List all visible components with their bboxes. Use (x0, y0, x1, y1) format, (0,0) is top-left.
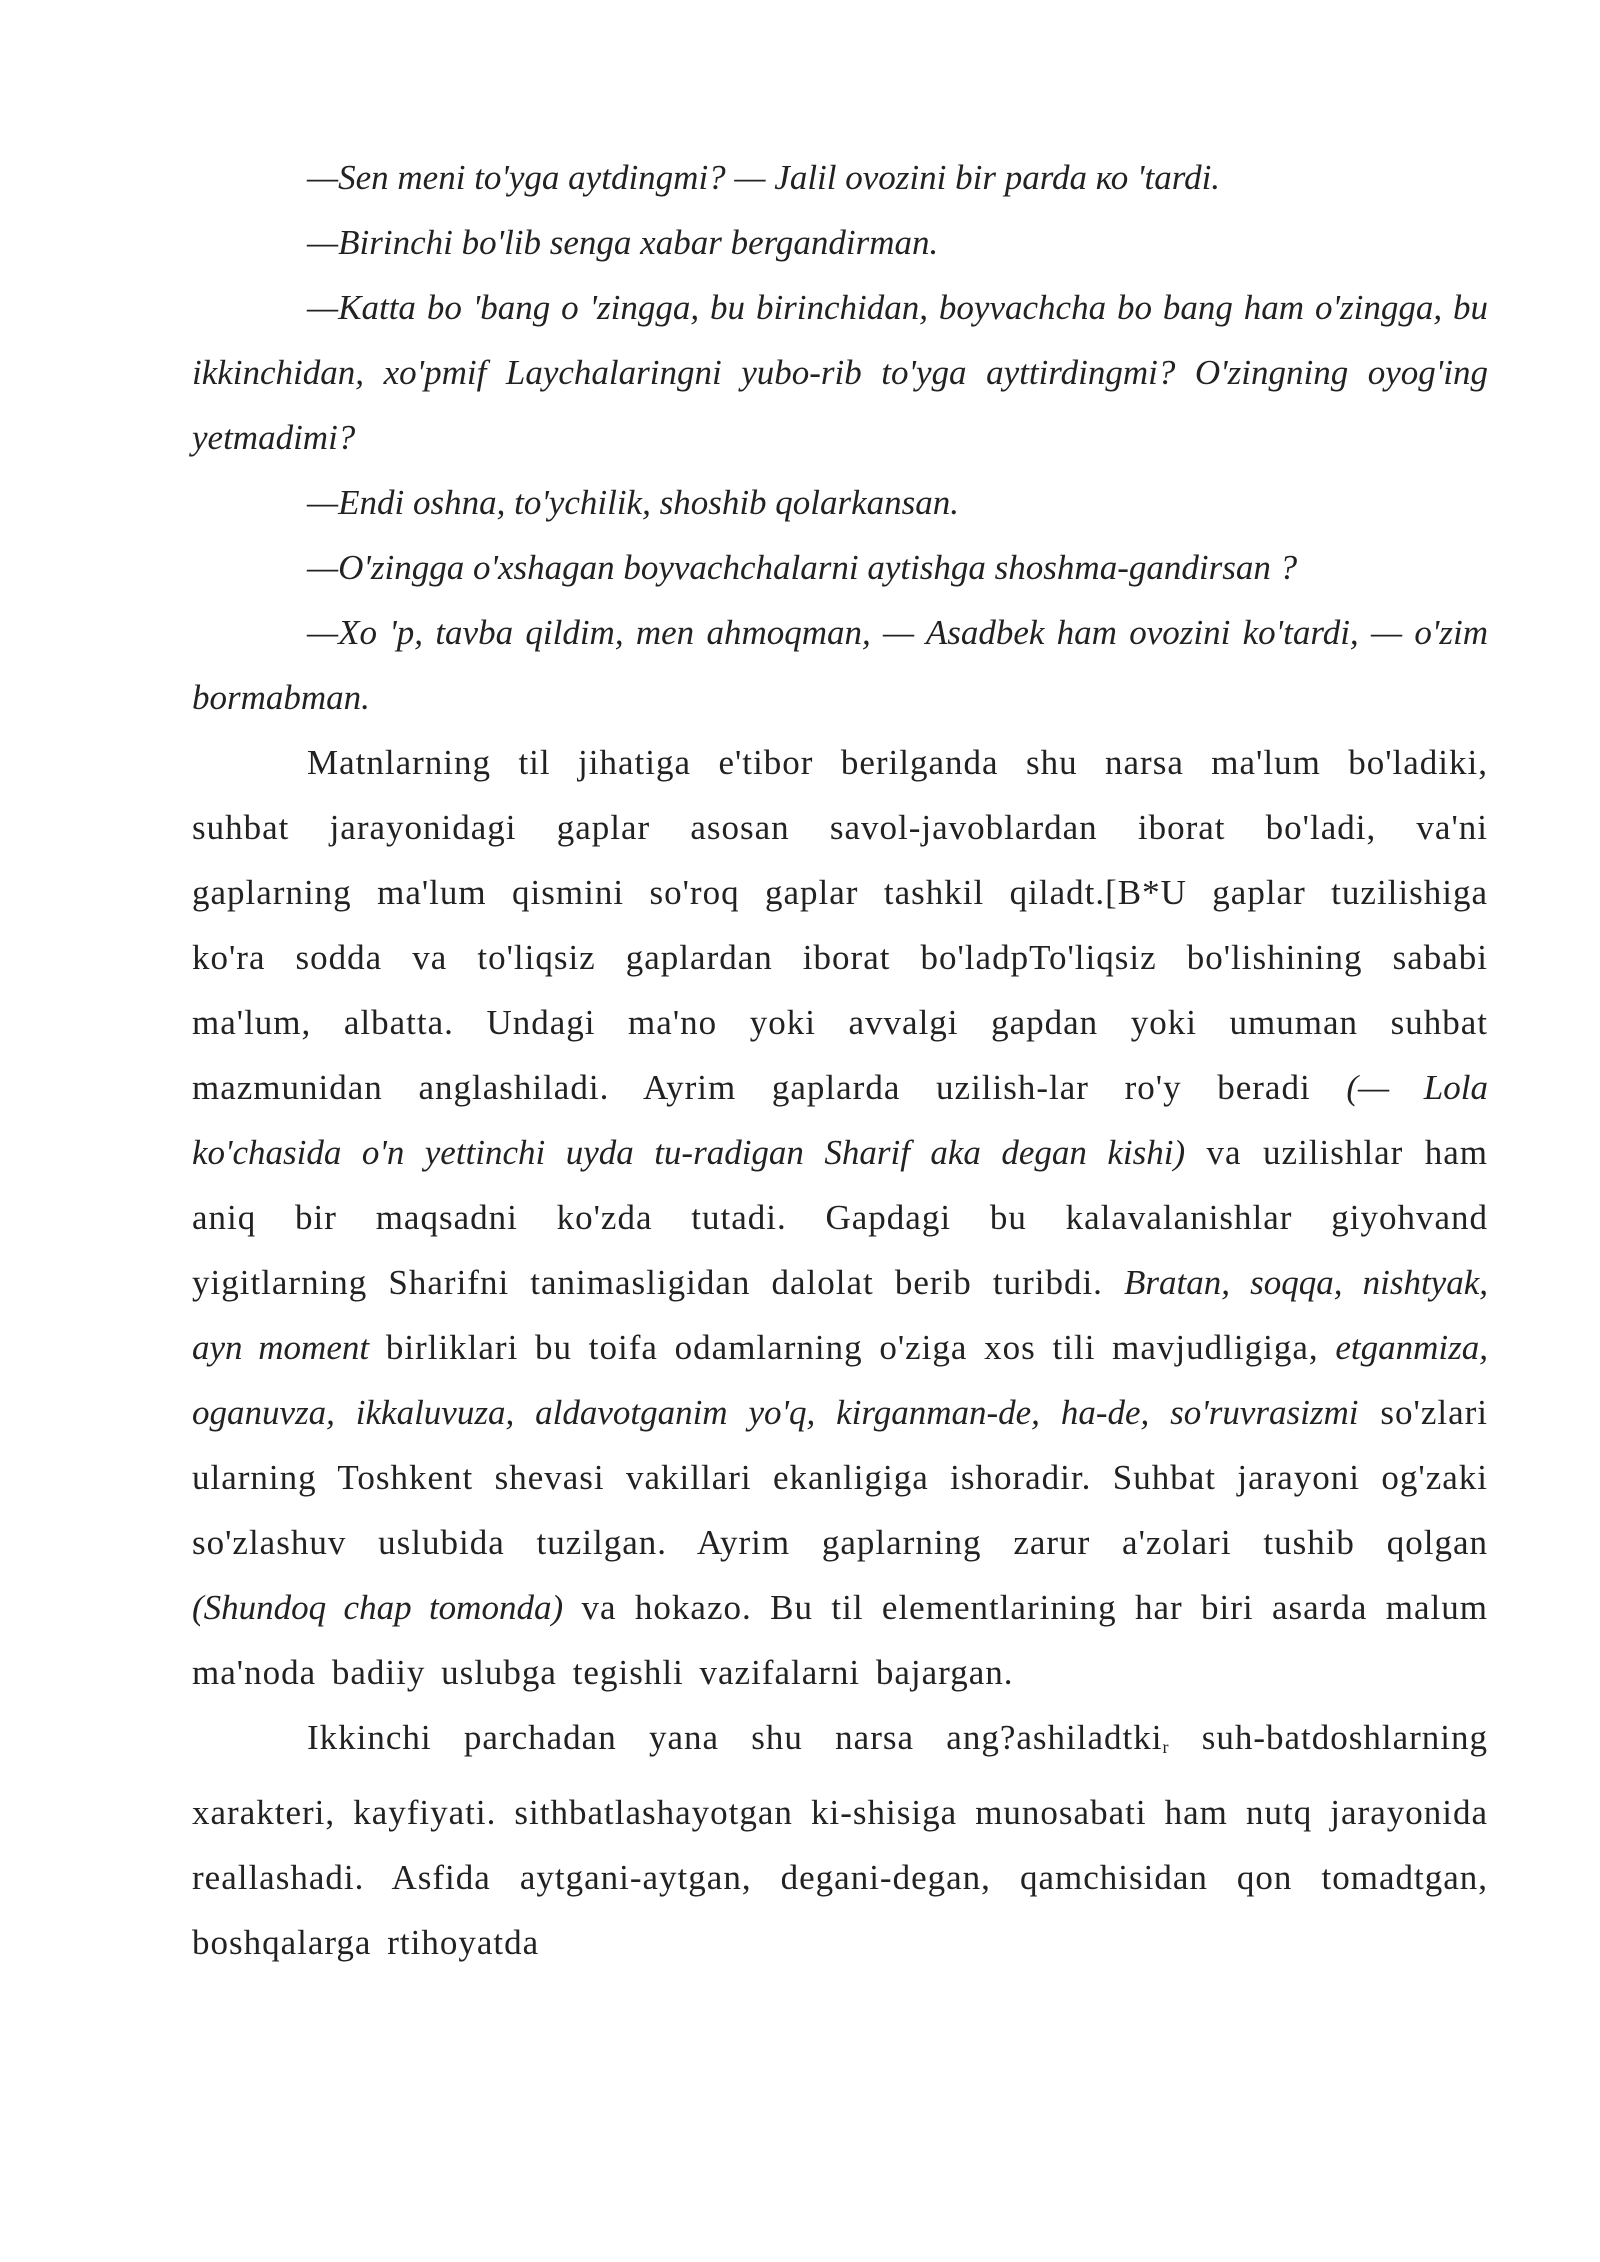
dialogue-line: —Birinchi bo'lib senga xabar bergandirman. (307, 223, 939, 262)
second-paragraph (192, 1705, 1488, 1975)
paragraph-text: Matnlarning til jihatiga e'tibor berilganda shu narsa ma'lum bo'ladiki, suhbat jarayonidagi gaplar asosan savol-javoblardan iborat bo'ladi, va'ni gaplarning ma'lum qismini so'roq gaplar tashkil qiladt.[B*U gaplar tuzilishiga ko'ra sodda va to'liqsiz gaplardan iborat bo'ladpTo'liqsiz bo'lishining sababi ma'lum, albatta. Undagi ma'no yoki avvalgi gapdan yoki umuman suhbat mazmunidan anglashiladi. Ayrim gaplarda uzilish-lar ro'y beradi (192, 743, 1488, 1107)
document-page (192, 145, 1488, 1975)
dialogue-line: —Sen meni to'yga aytdingmi? — Jalil ovozini bir parda ко 'tardi. (307, 158, 1221, 197)
dialogue-line: —Xo 'p, tavba qildim, men ahmoqman, — Asadbek ham ovozini ko'tardi, — o'zim bormabman. (192, 613, 1488, 717)
quoted-fragment: (— Lola ko'chasida o'n yettinchi uyda tu-radigan Sharif aka degan kishi) (192, 1068, 1488, 1172)
paragraph-text: suh-batdoshlarning xarakteri, kayfiyati. sithbatlashayotgan ki-shisiga munosabati ham nutq jarayonida reallashadi. Asfida aytgani-aytgan, degani-degan, qamchisidan qon tomadtgan, boshqalarga rtihoyatda (192, 1718, 1489, 1962)
paragraph-text: va hokazo. Bu til elementlarining har biri asarda malum ma'noda badiiy uslubga tegishli vazifalarni bajargan. (192, 1588, 1488, 1692)
subscript-mark: r (1162, 1737, 1170, 1757)
dialogue-line: —Endi oshna, to'ychilik, shoshib qolarkansan. (307, 483, 960, 522)
paragraph-text: birliklari bu toifa odamlarning o'ziga xos tili mavjudligiga, (369, 1328, 1336, 1367)
quoted-fragment: (Shundoq chap tomonda) (192, 1588, 564, 1627)
paragraph-text: so'zlari ularning Toshkent shevasi vakillari ekanligiga ishoradir. Suhbat jarayoni og'zaki so'zlashuv uslubida tuzilgan. Ayrim gaplarning zarur a'zolari tushib qolgan (192, 1393, 1488, 1562)
paragraph-text: va uzilishlar ham aniq bir maqsadni ko'zda tutadi. Gapdagi bu kalavalanishlar giyohvand yigitlarning Sharifni tanimasligidan dalolat berib turibdi. (192, 1133, 1488, 1302)
slang-examples: Bratan, soqqa, nishtyak, ayn moment (192, 1263, 1489, 1367)
analysis-paragraph (192, 730, 1488, 1705)
paragraph-text: Ikkinchi parchadan yana shu narsa ang?ashiladtki (307, 1718, 1163, 1757)
dialogue-line: —Katta bo 'bang о 'zingga, bu birinchidan, boyvachcha bo bang ham o'zingga, bu ikkinchidan, xo'pmif Laychalaringni yubo-rib to'yga ayttirdingmi? O'zingning oyog'ing yetmadimi? (192, 288, 1488, 457)
dialogue-line: —O'zingga o'xshagan boyvachchalarni aytishga shoshma-gandirsan ? (307, 548, 1298, 587)
dialect-examples: etganmiza, oganuvza, ikkaluvuza, aldavotganim yo'q, kirganman-de, ha-de, so'ruvrasizmi (192, 1328, 1488, 1432)
